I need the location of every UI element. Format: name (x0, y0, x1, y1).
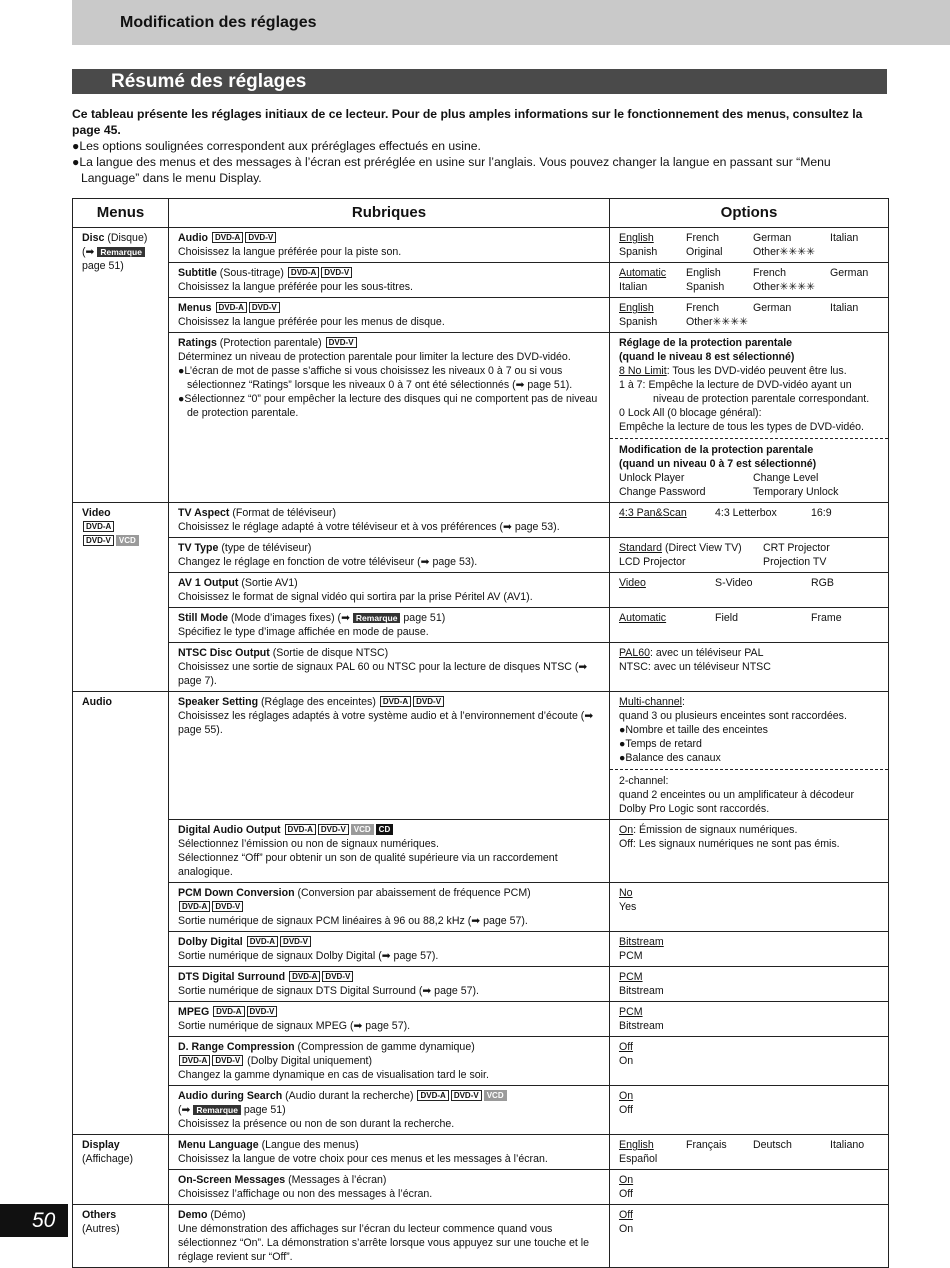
options-pcm-down-conversion: No Yes (610, 883, 889, 932)
item-mpeg: MPEG DVD-A DVD-V Sortie numérique de signaux MPEG (➡ page 57). (169, 1002, 610, 1037)
item-menu-language: Menu Language (Langue des menus) Choisissez la langue de votre choix pour ces menus et les messages à l’écran. (169, 1135, 610, 1170)
item-dts-digital-surround: DTS Digital Surround DVD-A DVD-V Sortie numérique de signaux DTS Digital Surround (➡ page 57). (169, 967, 610, 1002)
table-row (73, 967, 889, 1002)
table-row (73, 643, 889, 692)
options-d-range-compression: Off On (610, 1037, 889, 1086)
table-header-row (73, 199, 889, 228)
item-speaker-setting: Speaker Setting (Réglage des enceintes) DVD-A DVD-V Choisissez les réglages adaptés à votre système audio et à l’environnement d’écoute (➡ page 55). (169, 692, 610, 820)
page-number: 50 (32, 1209, 56, 1232)
options-mpeg: PCM Bitstream (610, 1002, 889, 1037)
header-options: Options (610, 199, 889, 228)
table-row (73, 1170, 889, 1205)
item-on-screen-messages: On-Screen Messages (Messages à l’écran) Choisissez l’affichage ou non des messages à l’écran. (169, 1170, 610, 1205)
options-dolby-digital: Bitstream PCM (610, 932, 889, 967)
options-dts-digital-surround: PCM Bitstream (610, 967, 889, 1002)
item-menus: Menus DVD-A DVD-V Choisissez la langue préférée pour les menus de disque. (169, 298, 610, 333)
menu-audio: Audio (73, 692, 169, 1135)
intro-bullet-2: ●La langue des menus et des messages à l’écran est préréglée en usine sur l’anglais. Vous pouvez changer la langue en passant sur “Menu Language” dans le menu Display. (72, 155, 831, 185)
table-row (73, 1037, 889, 1086)
item-d-range-compression: D. Range Compression (Compression de gamme dynamique) DVD-A DVD-V (Dolby Digital uniquement) Changez la gamme dynamique en cas de visualisation tard le soir. (169, 1037, 610, 1086)
options-digital-audio-output: On: Émission de signaux numériques. Off: Les signaux numériques ne sont pas émis. (610, 820, 889, 883)
table-row (73, 1002, 889, 1037)
item-pcm-down-conversion: PCM Down Conversion (Conversion par abaissement de fréquence PCM) DVD-A DVD-V Sortie numérique de signaux PCM linéaires à 96 ou 88,2 kHz (➡ page 57). (169, 883, 610, 932)
dvd-a-badge: DVD-A (212, 232, 243, 243)
options-tv-type: Standard (Direct View TV) CRT Projector LCD Projector Projection TV (610, 538, 889, 573)
settings-table (72, 198, 889, 1268)
table-row (73, 573, 889, 608)
item-av1-output: AV 1 Output (Sortie AV1) Choisissez le format de signal vidéo qui sortira par la prise Péritel AV (AV1). (169, 573, 610, 608)
dvd-v-badge: DVD-V (245, 232, 276, 243)
page-title-bar (72, 69, 887, 94)
item-still-mode: Still Mode (Mode d’images fixes) (➡ Remarque page 51) Spécifiez le type d’image affichée en mode de pause. (169, 608, 610, 643)
menu-others: Others (Autres) (73, 1205, 169, 1268)
item-digital-audio-output: Digital Audio Output DVD-A DVD-V VCD CD Sélectionnez l’émission ou non de signaux numériques. Sélectionnez “Off” pour obtenir un son de qualité supérieure via un raccordement analogique. (169, 820, 610, 883)
table-row (73, 1205, 889, 1268)
item-subtitle: Subtitle (Sous-titrage) DVD-A DVD-V Choisissez la langue préférée pour les sous-titres. (169, 263, 610, 298)
intro-bullet-1: ●Les options soulignées correspondent aux préréglages effectués en usine. (72, 139, 481, 153)
item-demo: Demo (Démo) Une démonstration des affichages sur l’écran du lecteur commence quand vous sélectionnez “On”. La démonstration s’arrête lorsque vous appuyez sur une touche et le réglage revient sur “Off”. (169, 1205, 610, 1268)
options-demo: Off On (610, 1205, 889, 1268)
table-row (73, 503, 889, 538)
options-ratings: Réglage de la protection parentale (quand le niveau 8 est sélectionné) 8 No Limit: Tous les DVD-vidéo peuvent être lus. 1 à 7: Empêche la lecture de DVD-vidéo ayant un niveau de protection parentale correspondant. 0 Lock All (0 blocage général): Empêche la lecture de tous les types de DVD-vidéo. Modification de la protection parentale (quand un niveau 0 à 7 est sélectionné) Unlock Player Change Level Change Password Temporary Unlock (610, 333, 889, 503)
item-tv-aspect: TV Aspect (Format de téléviseur) Choisissez le réglage adapté à votre téléviseur et à vos préférences (➡ page 53). (169, 503, 610, 538)
options-on-screen-messages: On Off (610, 1170, 889, 1205)
table-row (73, 692, 889, 820)
section-title: Modification des réglages (120, 14, 317, 31)
table-row (73, 932, 889, 967)
section-header-bar (72, 0, 950, 45)
options-speaker-setting: Multi-channel: quand 3 ou plusieurs enceintes sont raccordées. ●Nombre et taille des enceintes ●Temps de retard ●Balance des canaux 2-channel: quand 2 enceintes ou un amplificateur à décodeur Dolby Pro Logic sont raccordés. (610, 692, 889, 820)
options-ntsc-output: PAL60: avec un téléviseur PAL NTSC: avec un téléviseur NTSC (610, 643, 889, 692)
item-ratings: Ratings (Protection parentale) DVD-V Déterminez un niveau de protection parentale pour limiter la lecture des DVD-vidéo. ●L’écran de mot de passe s’affiche si vous choisissez les niveaux 0 à 7 ou si vous sélectionnez “Ratings” lorsque les niveaux 0 à 7 ont été sélectionnés (➡ page 51). ●Sélectionnez “0” pour empêcher la lecture des disques qui ne comportent pas de niveau de protection parentale. (169, 333, 610, 503)
table-row (73, 608, 889, 643)
item-dolby-digital: Dolby Digital DVD-A DVD-V Sortie numérique de signaux Dolby Digital (➡ page 57). (169, 932, 610, 967)
table-row (73, 298, 889, 333)
page-title: Résumé des réglages (111, 71, 307, 92)
options-menu-language: English Français Deutsch Italiano Español (610, 1135, 889, 1170)
menu-display: Display (Affichage) (73, 1135, 169, 1205)
vcd-badge: VCD (116, 535, 139, 546)
intro-lead: Ce tableau présente les réglages initiaux de ce lecteur. Pour de plus amples informations sur le fonctionnement des menus, consultez la page 45. (72, 107, 863, 137)
table-row (73, 820, 889, 883)
table-row (73, 538, 889, 573)
dashed-divider (610, 438, 888, 439)
intro-text (72, 106, 887, 186)
table-row (73, 1086, 889, 1135)
table-row (73, 333, 889, 503)
item-audio: Audio DVD-A DVD-V Choisissez la langue préférée pour la piste son. (169, 228, 610, 263)
options-audio: English French German Italian Spanish Original Other✳✳✳✳ (610, 228, 889, 263)
table-row (73, 263, 889, 298)
table-row (73, 228, 889, 263)
item-tv-type: TV Type (type de téléviseur) Changez le réglage en fonction de votre téléviseur (➡ page 53). (169, 538, 610, 573)
header-menus: Menus (73, 199, 169, 228)
cd-badge: CD (376, 824, 394, 835)
menu-disc: Disc (Disque) (➡ Remarque page 51) (73, 228, 169, 503)
options-audio-during-search: On Off (610, 1086, 889, 1135)
options-still-mode: Automatic Field Frame (610, 608, 889, 643)
item-ntsc-output: NTSC Disc Output (Sortie de disque NTSC) Choisissez une sortie de signaux PAL 60 ou NTSC pour la lecture de disques NTSC (➡ page 7). (169, 643, 610, 692)
options-tv-aspect: 4:3 Pan&Scan 4:3 Letterbox 16:9 (610, 503, 889, 538)
header-rubriques: Rubriques (169, 199, 610, 228)
options-subtitle: Automatic English French German Italian Spanish Other✳✳✳✳ (610, 263, 889, 298)
remarque-badge: Remarque (97, 247, 145, 257)
page-number-tab (0, 1204, 68, 1237)
table-row (73, 1135, 889, 1170)
item-audio-during-search: Audio during Search (Audio durant la recherche) DVD-A DVD-V VCD (➡ Remarque page 51) Choisissez la présence ou non de son durant la recherche. (169, 1086, 610, 1135)
options-av1-output: Video S-Video RGB (610, 573, 889, 608)
menu-video: Video DVD-A DVD-V VCD (73, 503, 169, 692)
dashed-divider (610, 769, 888, 770)
options-menus: English French German Italian Spanish Other✳✳✳✳ (610, 298, 889, 333)
table-row (73, 883, 889, 932)
